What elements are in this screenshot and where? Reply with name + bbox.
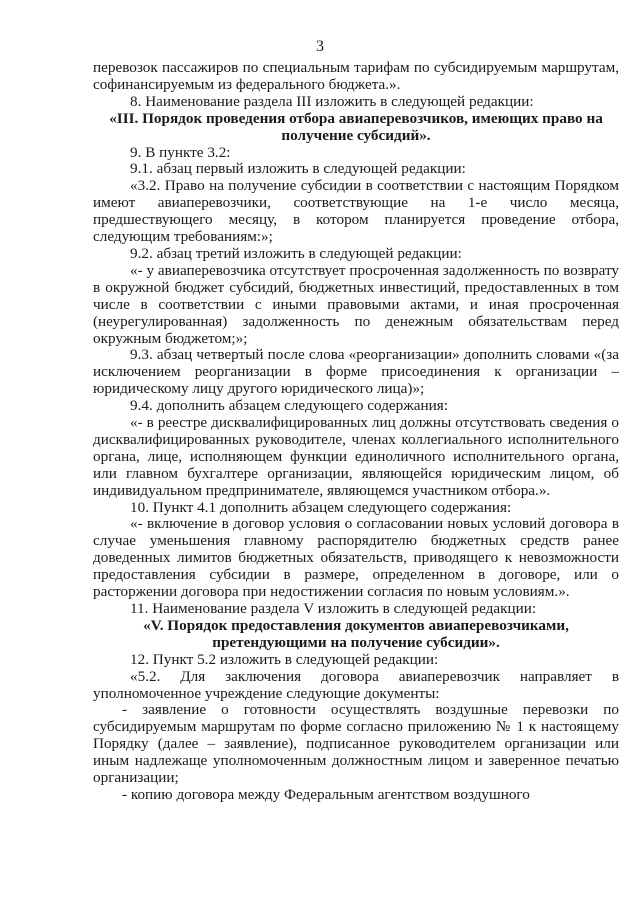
quote-5-2: «5.2. Для заключения договора авиаперевозчик направляет в уполномоченное учреждение следующие документы: (93, 667, 619, 702)
quote-disqualified-registry: «- в реестре дисквалифицированных лиц должны отсутствовать сведения о дисквалифицированных руководителе, членах коллегиального исполнительного органа, лице, исполняющем функции единоличного исполнительного органа, или главном бухгалтере организации, являющейся юридическим лицом, об индивидуальном предпринимателе, являющемся участником отбора.». (93, 414, 619, 499)
quote-3-2: «3.2. Право на получение субсидии в соответствии с настоящим Порядком имеют авиаперевозчики, соответствующие на 1-е число месяца, предшествующего месяцу, в котором планируется проведение отбора, следующим требованиям:»; (93, 177, 619, 246)
paragraph-item-9: 9. В пункте 3.2: (130, 143, 231, 161)
paragraph-item-11: 11. Наименование раздела V изложить в следующей редакции: (130, 600, 537, 617)
quote-debt-requirement: «- у авиаперевозчика отсутствует просроченная задолженность по возврату в окружной бюджет субсидий, бюджетных инвестиций, предоставленных в том числе в соответствии с иными правовыми актами, и иная просроченная (неурегулированная) задолженность по денежным обязательствам перед окружным бюджетом;»; (93, 261, 619, 347)
paragraph-item-9-1: 9.1. абзац первый изложить в следующей редакции: (130, 160, 466, 178)
paragraph-item-10: 10. Пункт 4.1 дополнить абзацем следующего содержания: (130, 498, 512, 516)
paragraph-item-12: 12. Пункт 5.2 изложить в следующей редакции: (130, 650, 439, 668)
page-number: 3 (316, 38, 324, 55)
list-item-application: - заявление о готовности осуществлять воздушные перевозки по субсидируемым маршрутам по форме согласно приложению № 1 к настоящему Порядку (далее – заявление), подписанное руководителем организации или иным надлежаще уполномоченным должностным лицом и заверенное печатью организации; (93, 701, 619, 787)
paragraph-item-8: 8. Наименование раздела III изложить в следующей редакции: (130, 92, 534, 110)
paragraph-item-9-3: 9.3. абзац четвертый после слова «реорганизации» дополнить словами «(за исключением реорганизации в форме присоединения к организации – юридическому лицу другого юридического лица)»; (93, 346, 619, 398)
section-heading-v: «V. Порядок предоставления документов авиаперевозчиками, претендующими на получение субсидии». (143, 616, 569, 651)
paragraph-continuation: перевозок пассажиров по специальным тарифам по субсидируемым маршрутам, софинансируемым из федерального бюджета.». (93, 59, 619, 93)
paragraph-item-9-4: 9.4. дополнить абзацем следующего содержания: (130, 397, 448, 415)
document-body (93, 60, 619, 804)
section-heading-iii: «III. Порядок проведения отбора авиаперевозчиков, имеющих право на получение субсидий». (109, 109, 603, 144)
list-item-contract-copy: - копию договора между Федеральным агентством воздушного (122, 785, 530, 803)
quote-contract-condition: «- включение в договор условия о согласовании новых условий договора в случае уменьшения главному распорядителю бюджетных средств ранее доведенных лимитов бюджетных обязательств, приводящего к невозможности предоставления субсидии в размере, определенном в договоре, или о расторжении договора при недостижении согласия по новым условиям.». (93, 515, 619, 601)
paragraph-item-9-2: 9.2. абзац третий изложить в следующей редакции: (130, 244, 462, 262)
